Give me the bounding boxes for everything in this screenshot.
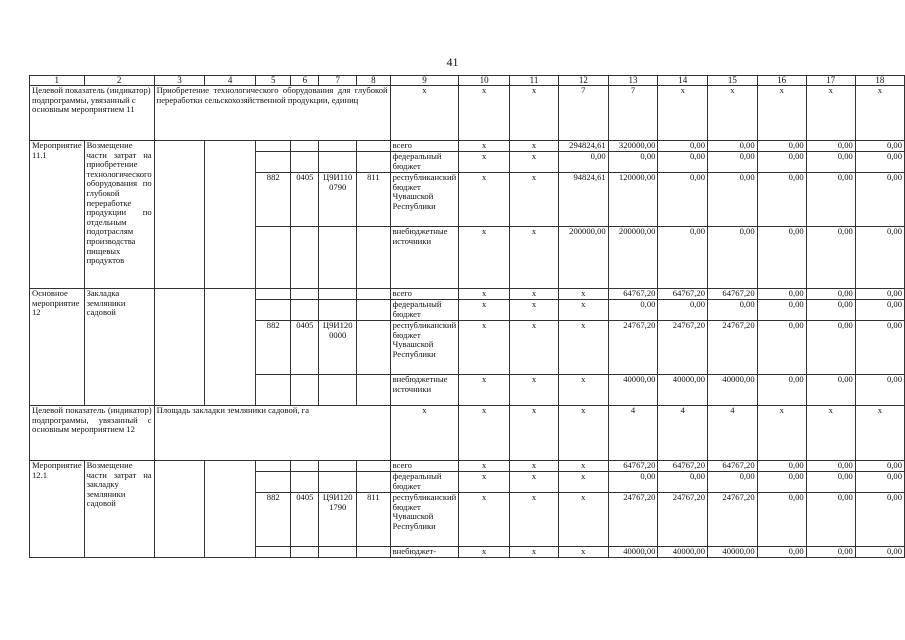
value-cell: x bbox=[558, 493, 608, 547]
value-cell: x bbox=[558, 461, 608, 472]
value-cell: 24767,20 bbox=[608, 493, 658, 547]
empty-cell bbox=[256, 461, 291, 472]
measure-number: Мероприятие 11.1 bbox=[30, 141, 85, 289]
indicator-value: x bbox=[757, 406, 806, 461]
value-cell: x bbox=[459, 461, 510, 472]
header-cell: 16 bbox=[757, 76, 806, 86]
value-cell: 24767,20 bbox=[708, 321, 758, 375]
value-cell: 0,00 bbox=[708, 300, 758, 321]
indicator-label: Целевой показатель (индикатор) подпрограммы, увязанный с основным мероприятием 12 bbox=[30, 406, 155, 461]
value-cell: 24767,20 bbox=[658, 493, 708, 547]
value-cell: x bbox=[510, 300, 559, 321]
indicator-value: x bbox=[806, 406, 855, 461]
header-cell: 5 bbox=[256, 76, 291, 86]
header-cell: 13 bbox=[608, 76, 658, 86]
header-cell: 9 bbox=[390, 76, 459, 86]
value-cell: 64767,20 bbox=[708, 289, 758, 300]
indicator-value: x bbox=[855, 406, 904, 461]
value-cell: 0,00 bbox=[806, 321, 855, 375]
value-cell: x bbox=[459, 375, 510, 406]
value-cell: 40000,00 bbox=[708, 547, 758, 558]
value-cell: 0,00 bbox=[806, 472, 855, 493]
table-row bbox=[30, 141, 905, 152]
value-cell: x bbox=[510, 547, 559, 558]
header-cell: 8 bbox=[357, 76, 390, 86]
value-cell: x bbox=[459, 547, 510, 558]
value-cell: 0,00 bbox=[708, 173, 758, 227]
value-cell: 40000,00 bbox=[658, 375, 708, 406]
indicator-text: Площадь закладки земляники садовой, га bbox=[154, 406, 390, 461]
value-cell: 0,00 bbox=[855, 289, 904, 300]
measure-name: Возмещение части затрат на приобретение технологического оборудования по глубокой переработке продукции по отдельным подотраслям производства пищевых продуктов bbox=[84, 141, 154, 289]
indicator-value: x bbox=[510, 86, 559, 141]
empty-cell bbox=[256, 547, 291, 558]
header-cell: 7 bbox=[319, 76, 357, 86]
indicator-value: x bbox=[459, 406, 510, 461]
value-cell: x bbox=[558, 321, 608, 375]
value-cell: 0,00 bbox=[757, 227, 806, 289]
target-indicator-row bbox=[30, 406, 905, 461]
value-cell: 0,00 bbox=[806, 173, 855, 227]
value-cell: x bbox=[558, 289, 608, 300]
indicator-value: x bbox=[757, 86, 806, 141]
header-cell: 14 bbox=[658, 76, 708, 86]
value-cell: x bbox=[510, 375, 559, 406]
funding-source: внебюджетные источники bbox=[390, 227, 459, 289]
value-cell: 0,00 bbox=[658, 227, 708, 289]
empty-cell bbox=[319, 141, 357, 152]
value-cell: 0,00 bbox=[855, 493, 904, 547]
target-article-code: Ц9И120 1790 bbox=[319, 493, 357, 547]
empty-cell bbox=[256, 375, 291, 406]
value-cell: x bbox=[510, 289, 559, 300]
header-cell: 12 bbox=[558, 76, 608, 86]
value-cell: 24767,20 bbox=[658, 321, 708, 375]
value-cell: 320000,00 bbox=[608, 141, 658, 152]
indicator-value: x bbox=[390, 86, 459, 141]
value-cell: 0,00 bbox=[708, 472, 758, 493]
value-cell: 64767,20 bbox=[658, 461, 708, 472]
funding-source: всего bbox=[390, 461, 459, 472]
value-cell: 0,00 bbox=[608, 472, 658, 493]
empty-cell bbox=[291, 289, 319, 300]
empty-cell bbox=[154, 289, 205, 406]
table-row bbox=[30, 461, 905, 472]
measure-name: Возмещение части затрат на закладку земляники садовой bbox=[84, 461, 154, 558]
funding-source: федеральный бюджет bbox=[390, 152, 459, 173]
header-cell: 11 bbox=[510, 76, 559, 86]
value-cell: 0,00 bbox=[806, 493, 855, 547]
grbs-code: 882 bbox=[256, 321, 291, 375]
empty-cell bbox=[319, 461, 357, 472]
value-cell: 0,00 bbox=[757, 493, 806, 547]
empty-cell bbox=[154, 141, 205, 289]
value-cell: 24767,20 bbox=[608, 321, 658, 375]
value-cell: 0,00 bbox=[855, 547, 904, 558]
value-cell: 0,00 bbox=[806, 547, 855, 558]
value-cell: 0,00 bbox=[757, 321, 806, 375]
indicator-value: x bbox=[558, 406, 608, 461]
value-cell: 0,00 bbox=[806, 375, 855, 406]
value-cell: x bbox=[510, 461, 559, 472]
empty-cell bbox=[357, 289, 390, 300]
value-cell: x bbox=[459, 141, 510, 152]
value-cell: 40000,00 bbox=[658, 547, 708, 558]
value-cell: 0,00 bbox=[757, 375, 806, 406]
header-cell: 6 bbox=[291, 76, 319, 86]
empty-cell bbox=[291, 300, 319, 321]
empty-cell bbox=[319, 300, 357, 321]
empty-cell bbox=[291, 461, 319, 472]
header-cell: 17 bbox=[806, 76, 855, 86]
empty-cell bbox=[256, 227, 291, 289]
indicator-value: 7 bbox=[608, 86, 658, 141]
value-cell: 0,00 bbox=[806, 141, 855, 152]
header-cell: 2 bbox=[84, 76, 154, 86]
value-cell: 0,00 bbox=[757, 152, 806, 173]
header-cell: 4 bbox=[205, 76, 256, 86]
empty-cell bbox=[291, 547, 319, 558]
funding-source: республиканский бюджет Чувашской Республики bbox=[390, 173, 459, 227]
value-cell: 64767,20 bbox=[608, 461, 658, 472]
empty-cell bbox=[357, 141, 390, 152]
value-cell: 0,00 bbox=[806, 289, 855, 300]
empty-cell bbox=[256, 141, 291, 152]
empty-cell bbox=[154, 461, 205, 558]
empty-cell bbox=[319, 375, 357, 406]
value-cell: 0,00 bbox=[708, 141, 758, 152]
value-cell: x bbox=[510, 141, 559, 152]
indicator-value: x bbox=[708, 86, 758, 141]
empty-cell bbox=[357, 227, 390, 289]
table-row bbox=[30, 289, 905, 300]
section-code: 0405 bbox=[291, 321, 319, 375]
value-cell: x bbox=[459, 321, 510, 375]
value-cell: x bbox=[558, 300, 608, 321]
value-cell: x bbox=[459, 300, 510, 321]
value-cell: 40000,00 bbox=[608, 547, 658, 558]
indicator-label: Целевой показатель (индикатор) подпрограммы, увязанный с основным мероприятием 11 bbox=[30, 86, 155, 141]
empty-cell bbox=[319, 547, 357, 558]
page-number: 41 bbox=[446, 55, 459, 69]
empty-cell bbox=[205, 141, 256, 289]
value-cell: 0,00 bbox=[806, 461, 855, 472]
funding-source: внебюджет- bbox=[390, 547, 459, 558]
value-cell: 0,00 bbox=[757, 547, 806, 558]
indicator-value: x bbox=[806, 86, 855, 141]
value-cell: 0,00 bbox=[855, 141, 904, 152]
indicator-value: 4 bbox=[608, 406, 658, 461]
value-cell: x bbox=[510, 227, 559, 289]
value-cell: x bbox=[459, 227, 510, 289]
header-cell: 15 bbox=[708, 76, 758, 86]
value-cell: x bbox=[510, 173, 559, 227]
empty-cell bbox=[256, 472, 291, 493]
grbs-code: 882 bbox=[256, 173, 291, 227]
value-cell: 0,00 bbox=[708, 152, 758, 173]
header-row bbox=[30, 76, 905, 86]
funding-source: федеральный бюджет bbox=[390, 472, 459, 493]
target-indicator-row bbox=[30, 86, 905, 141]
empty-cell bbox=[291, 227, 319, 289]
empty-cell bbox=[357, 461, 390, 472]
indicator-value: x bbox=[855, 86, 904, 141]
funding-source: федеральный бюджет bbox=[390, 300, 459, 321]
indicator-value: 4 bbox=[708, 406, 758, 461]
value-cell: 0,00 bbox=[757, 461, 806, 472]
header-cell: 10 bbox=[459, 76, 510, 86]
value-cell: 294824,61 bbox=[558, 141, 608, 152]
value-cell: x bbox=[558, 375, 608, 406]
value-cell: x bbox=[459, 289, 510, 300]
value-cell: 0,00 bbox=[855, 472, 904, 493]
funding-source: республиканский бюджет Чувашской Республики bbox=[390, 493, 459, 547]
measure-name: Закладка земляники садовой bbox=[84, 289, 154, 406]
value-cell: 0,00 bbox=[658, 152, 708, 173]
value-cell: 0,00 bbox=[855, 461, 904, 472]
empty-cell bbox=[357, 300, 390, 321]
value-cell: x bbox=[510, 321, 559, 375]
value-cell: x bbox=[510, 472, 559, 493]
grbs-code: 882 bbox=[256, 493, 291, 547]
indicator-value: 7 bbox=[558, 86, 608, 141]
value-cell: x bbox=[459, 173, 510, 227]
value-cell: x bbox=[510, 493, 559, 547]
indicator-value: x bbox=[510, 406, 559, 461]
empty-cell bbox=[291, 375, 319, 406]
budget-table bbox=[29, 75, 905, 558]
empty-cell bbox=[357, 375, 390, 406]
empty-cell bbox=[357, 547, 390, 558]
value-cell: 0,00 bbox=[757, 300, 806, 321]
section-code: 0405 bbox=[291, 493, 319, 547]
value-cell: 0,00 bbox=[855, 321, 904, 375]
empty-cell bbox=[357, 472, 390, 493]
header-cell: 1 bbox=[30, 76, 85, 86]
value-cell: 0,00 bbox=[757, 173, 806, 227]
value-cell: 0,00 bbox=[855, 375, 904, 406]
value-cell: 0,00 bbox=[757, 289, 806, 300]
value-cell: x bbox=[459, 152, 510, 173]
funding-source: внебюджетные источники bbox=[390, 375, 459, 406]
measure-number: Мероприятие 12.1 bbox=[30, 461, 85, 558]
section-code: 0405 bbox=[291, 173, 319, 227]
empty-cell bbox=[291, 152, 319, 173]
value-cell: 40000,00 bbox=[708, 375, 758, 406]
target-article-code: Ц9И120 0000 bbox=[319, 321, 357, 375]
empty-cell bbox=[319, 289, 357, 300]
value-cell: x bbox=[459, 493, 510, 547]
empty-cell bbox=[319, 152, 357, 173]
value-cell: 200000,00 bbox=[608, 227, 658, 289]
value-cell: 0,00 bbox=[658, 472, 708, 493]
value-cell: 0,00 bbox=[855, 173, 904, 227]
value-cell: 64767,20 bbox=[658, 289, 708, 300]
funding-source: всего bbox=[390, 289, 459, 300]
value-cell: 24767,20 bbox=[708, 493, 758, 547]
value-cell: 0,00 bbox=[757, 472, 806, 493]
empty-cell bbox=[291, 472, 319, 493]
value-cell: 0,00 bbox=[806, 300, 855, 321]
value-cell: 0,00 bbox=[806, 152, 855, 173]
value-cell: 0,00 bbox=[855, 227, 904, 289]
funding-source: республиканский бюджет Чувашской Республики bbox=[390, 321, 459, 375]
value-cell: x bbox=[558, 547, 608, 558]
value-cell: 0,00 bbox=[806, 227, 855, 289]
empty-cell bbox=[256, 300, 291, 321]
expense-type-code: 811 bbox=[357, 173, 390, 227]
empty-cell bbox=[319, 227, 357, 289]
value-cell: 64767,20 bbox=[708, 461, 758, 472]
value-cell: 0,00 bbox=[608, 152, 658, 173]
value-cell: 40000,00 bbox=[608, 375, 658, 406]
empty-cell bbox=[357, 152, 390, 173]
value-cell: 0,00 bbox=[855, 300, 904, 321]
header-cell: 3 bbox=[154, 76, 205, 86]
value-cell: 0,00 bbox=[658, 141, 708, 152]
value-cell: 0,00 bbox=[658, 173, 708, 227]
empty-cell bbox=[291, 141, 319, 152]
indicator-value: x bbox=[459, 86, 510, 141]
value-cell: x bbox=[459, 472, 510, 493]
indicator-value: 4 bbox=[658, 406, 708, 461]
value-cell: 0,00 bbox=[558, 152, 608, 173]
empty-cell bbox=[205, 461, 256, 558]
value-cell: x bbox=[558, 472, 608, 493]
target-article-code: Ц9И110 0790 bbox=[319, 173, 357, 227]
value-cell: 200000,00 bbox=[558, 227, 608, 289]
empty-cell bbox=[256, 152, 291, 173]
value-cell: 64767,20 bbox=[608, 289, 658, 300]
expense-type-code: 811 bbox=[357, 493, 390, 547]
empty-cell bbox=[319, 472, 357, 493]
expense-type-code bbox=[357, 321, 390, 375]
indicator-text: Приобретение технологического оборудования для глубокой переработки сельскохозяйственной продукции, единиц bbox=[154, 86, 390, 141]
value-cell: 0,00 bbox=[658, 300, 708, 321]
value-cell: 0,00 bbox=[708, 227, 758, 289]
value-cell: 0,00 bbox=[855, 152, 904, 173]
empty-cell bbox=[256, 289, 291, 300]
empty-cell bbox=[205, 289, 256, 406]
value-cell: x bbox=[510, 152, 559, 173]
indicator-value: x bbox=[658, 86, 708, 141]
funding-source: всего bbox=[390, 141, 459, 152]
value-cell: 120000,00 bbox=[608, 173, 658, 227]
measure-number: Основное мероприятие 12 bbox=[30, 289, 85, 406]
value-cell: 0,00 bbox=[608, 300, 658, 321]
value-cell: 0,00 bbox=[757, 141, 806, 152]
indicator-value: x bbox=[390, 406, 459, 461]
value-cell: 94824,61 bbox=[558, 173, 608, 227]
header-cell: 18 bbox=[855, 76, 904, 86]
